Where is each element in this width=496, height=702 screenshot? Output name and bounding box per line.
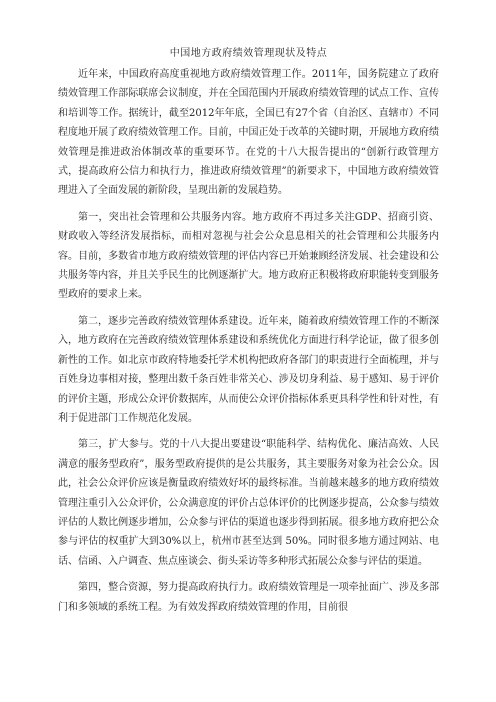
paragraph-second-point: 第二，逐步完善政府绩效管理体系建设。近年来，随着政府绩效管理工作的不断深入，地方政府在完善政府绩效管理体系建设和系统优化方面进行科学论证，做了很多创新性的工作。如北京市政府特地委托学术机构把政府各部门的职责进行全面梳理，并与百姓身边事相对接，整理出数千条百姓非常关心、涉及切身利益、易于感知、易于评价的评价主题，形成公众评价数据库，从而使公众评价指标体系更具科学性和针对性，有利于促进部门工作规范化发展。 [58,315,439,424]
paragraph-intro: 近年来，中国政府高度重视地方政府绩效管理工作。2011年，国务院建立了政府绩效管理工作部际联席会议制度，并在全国范围内开展政府绩效管理的试点工作、宣传和培训等工作。据统计，截至2012年年底，全国已有27个省（自治区、直辖市）不同程度地开展了政府绩效管理工作。目前，中国正处于改革的关键时期，开展地方政府绩效管理是推进政治体制改革的重要环节。在党的十八大报告提出的“创新行政管理方式，提高政府公信力和执行力，推进政府绩效管理”的新要求下，中国地方政府绩效管理进入了全面发展的新阶段，呈现出新的发展趋势。 [58,69,439,197]
document-body [58,47,439,624]
paragraph-third-point: 第三，扩大参与。党的十八大提出要建设“职能科学、结构优化、廉洁高效、人民满意的服务型政府”，服务型政府提供的是公共服务，其主要服务对象为社会公众。因此，社会公众评价应该是衡量政府绩效好坏的最终标准。当前越来越多的地方政府绩效管理注重引入公众评价，公众满意度的评价占总体评价的比例逐步提高，公众参与绩效评估的人数比例逐步增加，公众参与评估的渠道也逐步得到拓展。很多地方政府把公众参与评估的权重扩大到30%以上，杭州市甚至达到 50%。同时很多地方通过网站、电话、信函、入户调查、焦点座谈会、街头采访等多种形式拓展公众参与评估的渠道。 [58,439,439,567]
paragraph-fourth-point: 第四，整合资源，努力提高政府执行力。政府绩效管理是一项牵扯面广、涉及多部门和多领域的系统工程。为有效发挥政府绩效管理的作用，目前很 [58,582,439,613]
document-title: 中国地方政府绩效管理现状及特点 [169,48,328,59]
paragraph-first-point: 第一，突出社会管理和公共服务内容。地方政府不再过多关注GDP、招商引资、财政收入等经济发展指标，而相对忽视与社会公众息息相关的社会管理和公共服务内容。目前，多数省市地方政府绩效管理的评估内容已开始兼顾经济发展、社会建设和公共服务等内容，并且关乎民生的比例逐渐扩大。地方政府正积极将政府职能转变到服务型政府的要求上来。 [58,211,439,301]
